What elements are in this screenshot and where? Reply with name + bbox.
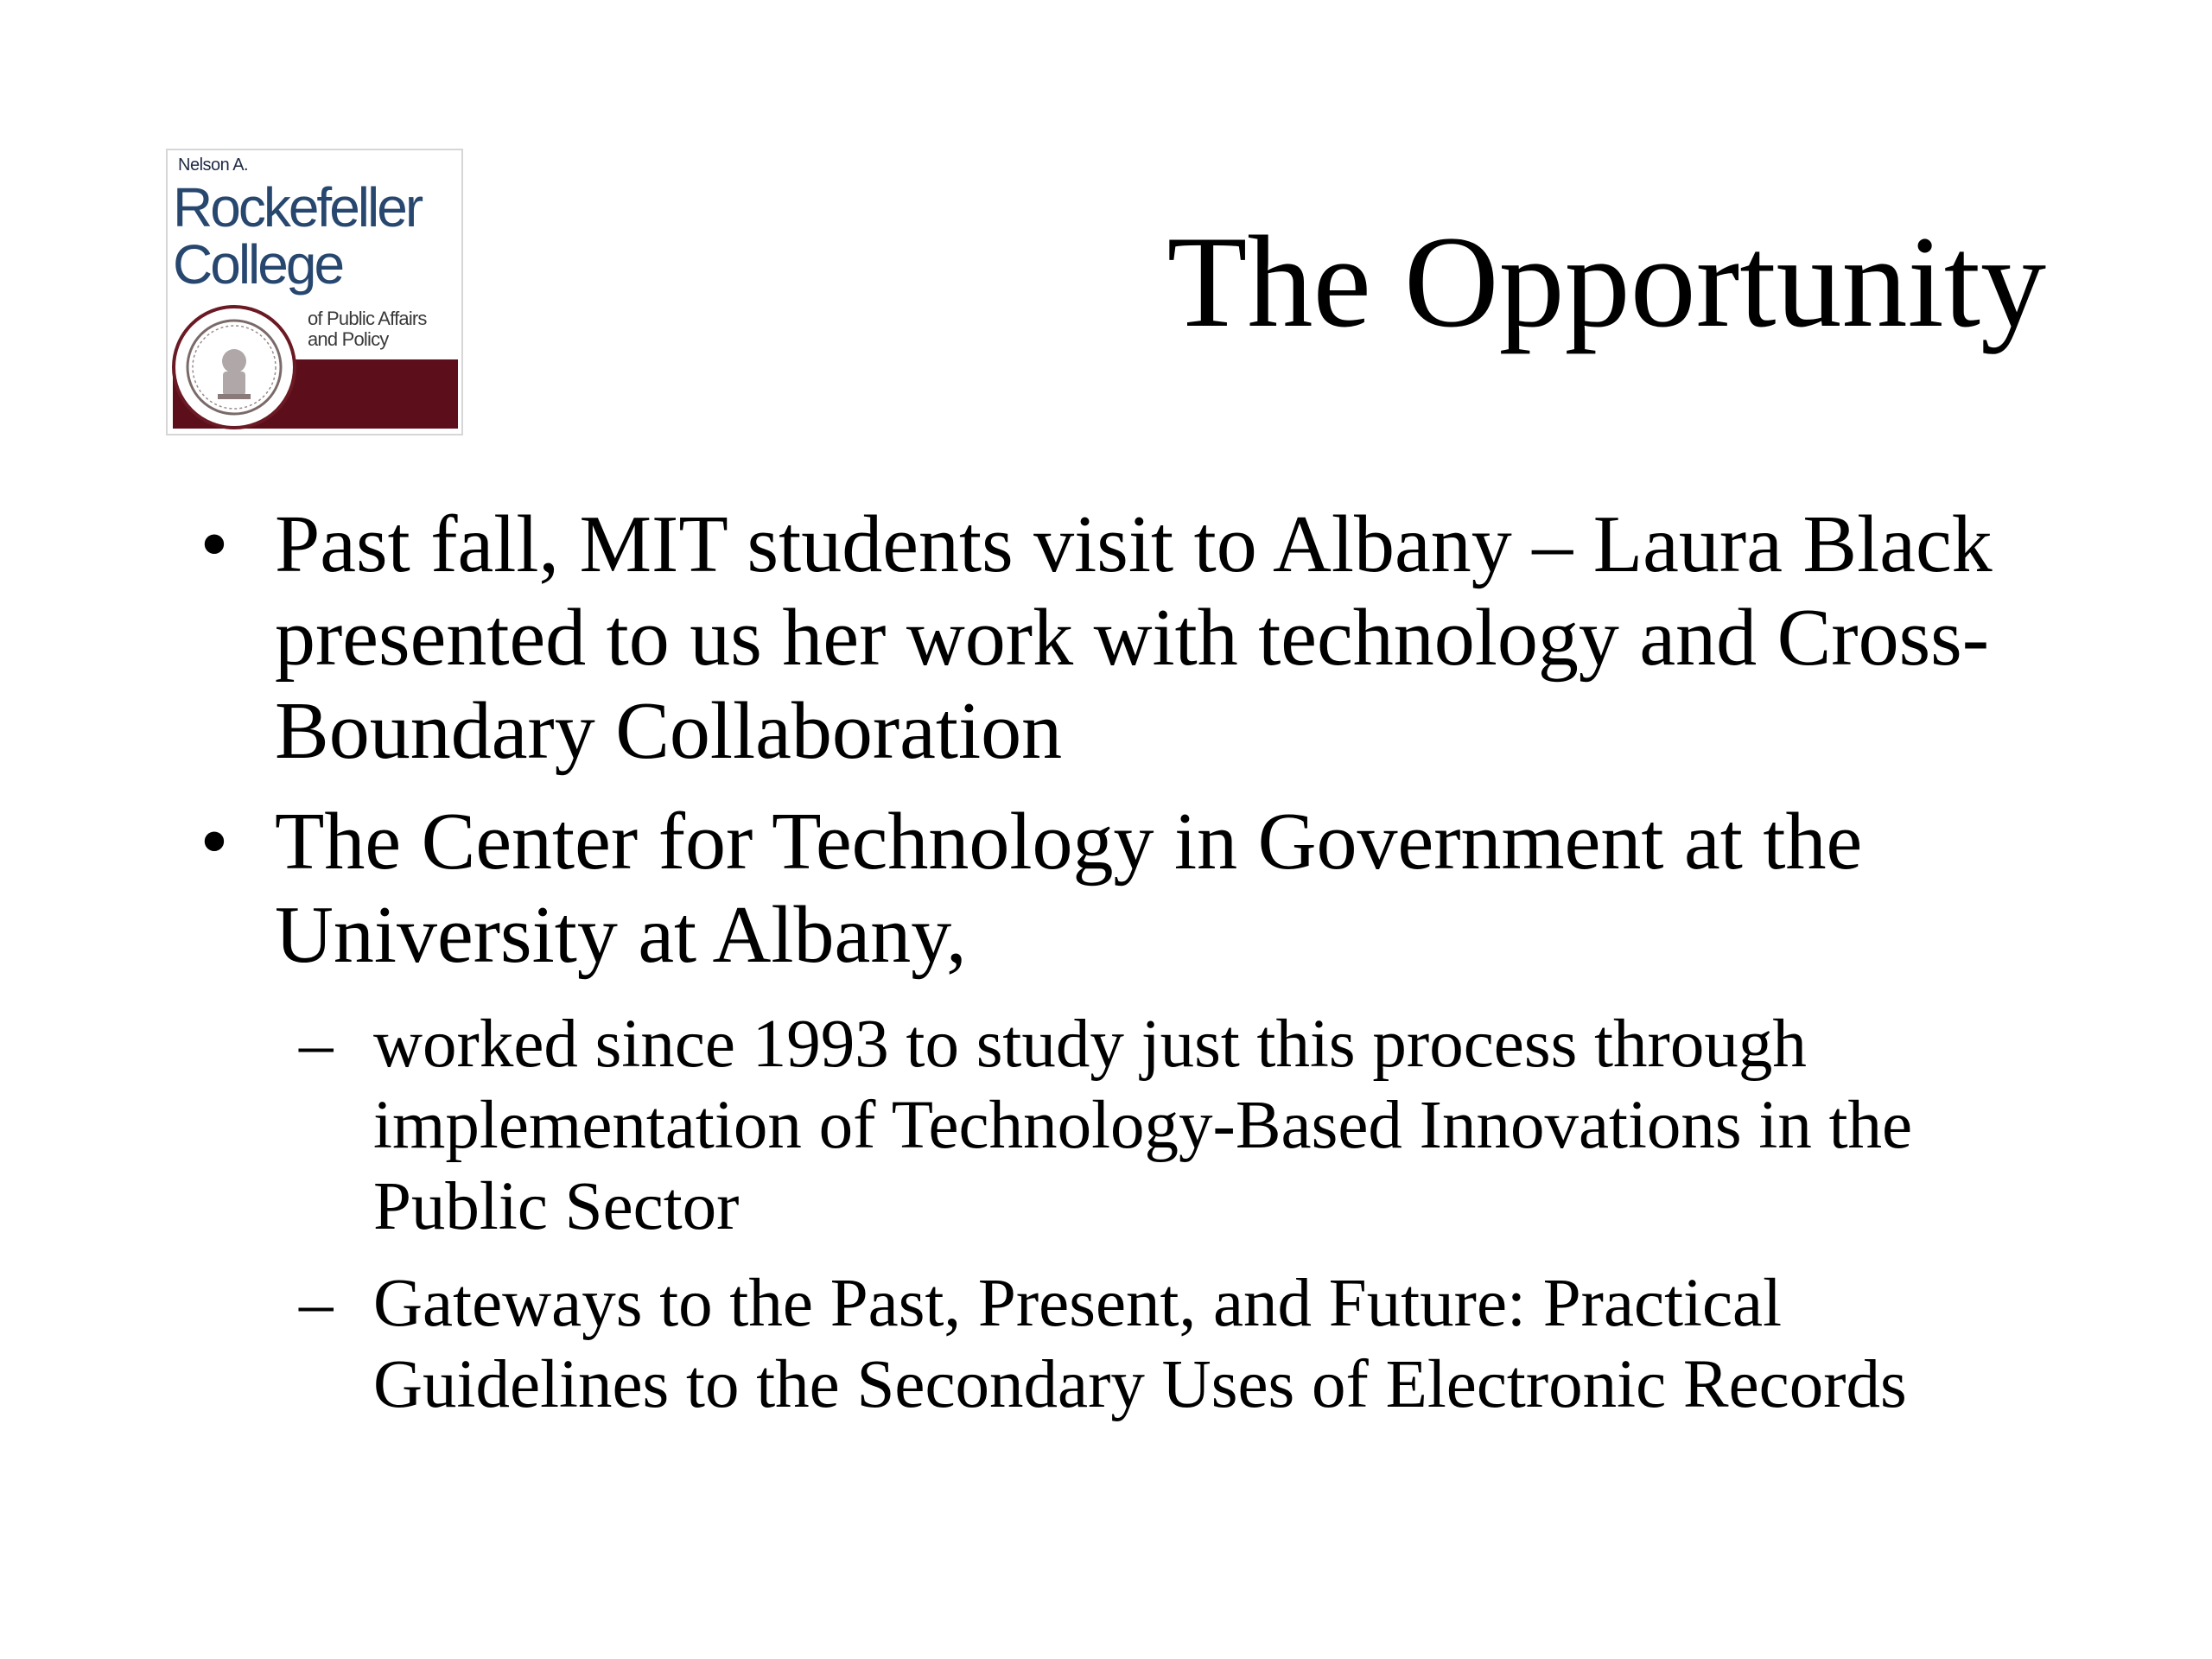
logo-sub-line1: of Public Affairs: [308, 308, 427, 329]
college-logo: [166, 149, 463, 435]
logo-name-line1: Rockefeller: [173, 176, 422, 238]
sub-bullet-item: [299, 1263, 2067, 1426]
sub-bullet-marker: –: [299, 1266, 334, 1341]
bullet-item: [200, 795, 2046, 982]
bullet-marker: •: [200, 499, 229, 589]
sub-bullet-item: [299, 1004, 1980, 1248]
bullet-marker: •: [200, 797, 229, 887]
sub-bullet-marker: –: [299, 1007, 334, 1082]
slide-title: The Opportunity: [1166, 209, 2046, 354]
bullet-item: [200, 498, 2003, 778]
bullet-text: The Center for Technology in Government at the University at Albany,: [275, 797, 1863, 980]
logo-top-line: Nelson A.: [178, 156, 249, 175]
sub-bullet-text: worked since 1993 to study just this process through implementation of Technology-Based Innovations in the Public Sector: [373, 1007, 1913, 1244]
bullet-text: Past fall, MIT students visit to Albany – Laura Black presented to us her work with technology and Cross-Boundary Collaboration: [275, 499, 1993, 776]
logo-sub-line2: and Policy: [308, 328, 389, 350]
logo-name-line2: College: [173, 233, 343, 296]
university-seal-icon: [171, 304, 297, 430]
sub-bullet-text: Gateways to the Past, Present, and Future: Practical Guidelines to the Secondary Uses of Electronic Records: [373, 1266, 1907, 1422]
